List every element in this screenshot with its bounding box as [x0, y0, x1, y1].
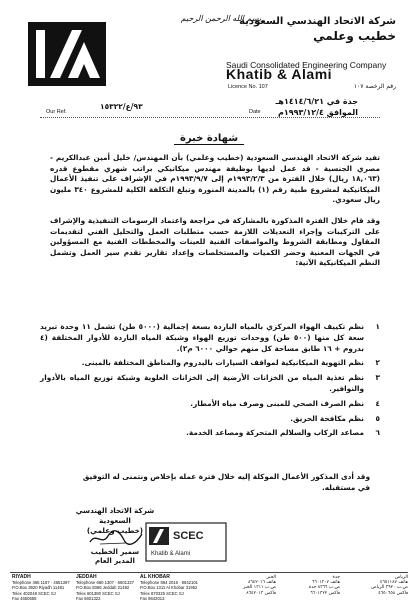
stamp-text: SCEC: [173, 530, 204, 542]
footer-line: P.O.Box 1311 Al Khobar 31952: [140, 585, 198, 591]
footer-city-ar: الخبر: [266, 575, 276, 580]
footer-office-jeddah-ar: [284, 575, 340, 596]
document-title: [0, 133, 418, 144]
list-item: [40, 428, 380, 439]
footer-line-ar: هاتف ٦٦٠١٣٠٧: [311, 580, 340, 586]
date-label: Date: [249, 109, 261, 115]
footer-line: Fax 6601322: [76, 595, 101, 601]
signature-company-name: شركة الاتحاد الهندسي السعودية: [75, 506, 155, 525]
footer-city: AL KHOBAR: [140, 574, 170, 580]
date-hijri: جدة في ١٤١٤/٦/٢١هـ: [275, 97, 358, 106]
list-item: [40, 399, 380, 410]
paragraph-intro: تفيد شركة الاتحاد الهندسي السعودية (خطيب وعلمي) بأن المهندس/ خليل أمين عبدالكريم - مصري الجنسية - قد عمل لديها بوظيفة مهندس ميكانيكي براتب شهري مقطوع قدره (١٨,٠٦٣ ريال) خلال الفترة من ١٩٩٣/٢/٣م إلى ١٩٩٣/٩/٧م في الإشراف على تنفيذ الأعمال الميكانيكية لمشروع طبية رقم (١) بالمدينة المنورة وتبلغ التكلفة الكلية للمشروع ٣٤٠ مليون ريال سعودي.: [50, 153, 380, 205]
license-en: Licence No. 107: [228, 84, 268, 90]
list-item-text: نظم تغذية المياه من الخزانات الأرضية إلى الخزانات العلوية وشبكة توزيع المياه بالأدوار والنوافير.: [40, 373, 364, 393]
footer-office-jeddah: [76, 575, 134, 601]
list-item: [40, 414, 380, 425]
footer-line: Telephone 660 1307 · 6601327: [76, 580, 134, 586]
document-title-text: شهادة خبرة: [174, 133, 244, 145]
company-stamp: [145, 522, 227, 562]
list-item: [40, 322, 380, 354]
company-brand-en: Khatib & Alami: [226, 66, 333, 82]
footer-line: Fax 4650658: [12, 595, 37, 601]
company-logo: [28, 22, 106, 86]
footer-line-ar: فاكس ٤٦٥٠٦٥٨: [378, 590, 408, 596]
footer-office-khobar: [140, 575, 198, 601]
footer-divider: [10, 572, 408, 573]
footer-line: Telex 402048 SCEC SJ: [12, 590, 56, 596]
license-ar: رقم الرخصة ١٠٧: [353, 83, 396, 90]
list-item-number: ٤: [375, 398, 380, 408]
bismillah: بسم الله الرحمن الرحيم: [180, 14, 262, 23]
footer-city-ar: الرياض: [394, 575, 408, 580]
footer-line-ar: هاتف ٨٦٤٢٠١٦: [247, 580, 276, 586]
footer-line: P.O.Box 8366 Jeddah 21482: [76, 585, 130, 591]
list-item-number: ١: [375, 322, 380, 331]
list-item: [40, 358, 380, 369]
footer-line-ar: فاكس ٨٦٤٢٠١٣: [246, 590, 276, 596]
footer-office-riyadh: [12, 575, 70, 601]
list-item-number: ٥: [375, 413, 380, 423]
footer-office-khobar-ar: [220, 575, 276, 596]
header-divider: [40, 117, 380, 118]
footer-line-ar: فاكس ٦٦٠١٣٢٢: [310, 590, 340, 596]
signer-title: المدير العام: [95, 557, 135, 565]
list-item-text: نظم التهوية الميكانيكية لمواقف السيارات بالبدروم والمناطق المختلفة بالمبنى.: [81, 358, 364, 368]
list-item-text: نظم تكييف الهواء المركزي بالمياه الباردة بسعة إجمالية (٥٠٠٠ طن) تشمل ١١ وحدة تبريد سعة كل منها (٥٠٠ طن) ووحدات توزيع الهواء وشبكة المياه الباردة للأدوار المختلفة (٤ بدروم + ١٦ طابق مساحة كل منهم حوالي ٦٠٠٠ م٢).: [40, 322, 364, 353]
list-item-text: مصاعد الركاب والسلالم المتحركة ومصاعد الخدمة.: [186, 428, 364, 438]
date-gregorian: الموافق ١٩٩٣/١٢/٤م: [277, 108, 358, 117]
footer-line-ar: ص.ب ٨٣٦٦ جدة: [308, 585, 340, 591]
company-name-en: Saudi Consolidated Engineering Company: [226, 60, 387, 70]
handwritten-signature: [86, 528, 146, 548]
paragraph-duties: وقد قام خلال الفترة المذكورة بالمشاركة في مراجعة واعتماد الرسومات التنفيذية والإشراف على التركيبات وإجراء التعديلات اللازمة حسب متطلبات العمل والتحليل الفني لتقديمات المقاول ومطابقة الشروط والمواصفات الفنية للعينات والمخططات الفنية مع المسؤولين في الجهات المعنية وحضر الكميات والمستخلصات وإعداد تقارير تقدم سير العمل وتشمل النظم الميكانيكية الآتية:: [50, 216, 380, 268]
list-item-number: ٢: [375, 358, 380, 368]
footer-line-ar: ص.ب ١٣١١ الخبر: [242, 585, 276, 591]
footer-line: Telephone 465 1187 · 4651397: [12, 580, 70, 586]
signer-name: سمير الخطيب: [90, 548, 140, 556]
footer-city: RIYADH: [12, 574, 31, 580]
company-brand-ar: خطيب وعلمي: [313, 29, 396, 43]
footer-line-ar: هاتف ٤٦٥١١٨٧: [379, 580, 408, 586]
list-item: [40, 373, 380, 395]
footer-city-ar: جدة: [332, 575, 340, 580]
ref-number: ٩٣/ع/١٥٣٢٢: [100, 102, 143, 111]
footer-line: P.O.Box 3920 Riyadh 11481: [12, 585, 65, 591]
list-item-number: ٣: [375, 373, 380, 383]
footer-line: Telephone 864 2016 · 8642101: [140, 580, 198, 586]
list-item-text: نظم الصرف الصحي للمبنى وصرف مياه الأمطار.: [190, 398, 364, 408]
footer-city: JEDDAH: [76, 574, 97, 580]
signature-company-brand: (خطيب وعلمي): [86, 526, 144, 535]
list-item-number: ٦: [375, 428, 380, 438]
list-item-text: نظم مكافحة الحريق.: [290, 413, 364, 423]
footer-office-riyadh-ar: [348, 575, 408, 596]
footer-line: Telex 870325 SCEC SJ: [140, 590, 184, 596]
footer-line: Telex 601380 SCEC SJ: [76, 590, 120, 596]
closing-paragraph: وقد أدى المذكور الأعمال الموكلة إليه خلال فترة عمله بإخلاص ونتمنى له التوفيق في مستقبله.: [82, 472, 370, 492]
company-name-ar: شركة الاتحاد الهندسي السعودية: [239, 16, 396, 27]
stamp-brand: Khatib & Alami: [151, 551, 191, 557]
footer-line: Fax 8642013: [140, 595, 165, 601]
systems-list: [40, 322, 380, 443]
footer-line-ar: ص.ب ٣٩٢٠ الرياض: [371, 585, 408, 591]
ref-label: Our Ref.: [46, 109, 67, 115]
